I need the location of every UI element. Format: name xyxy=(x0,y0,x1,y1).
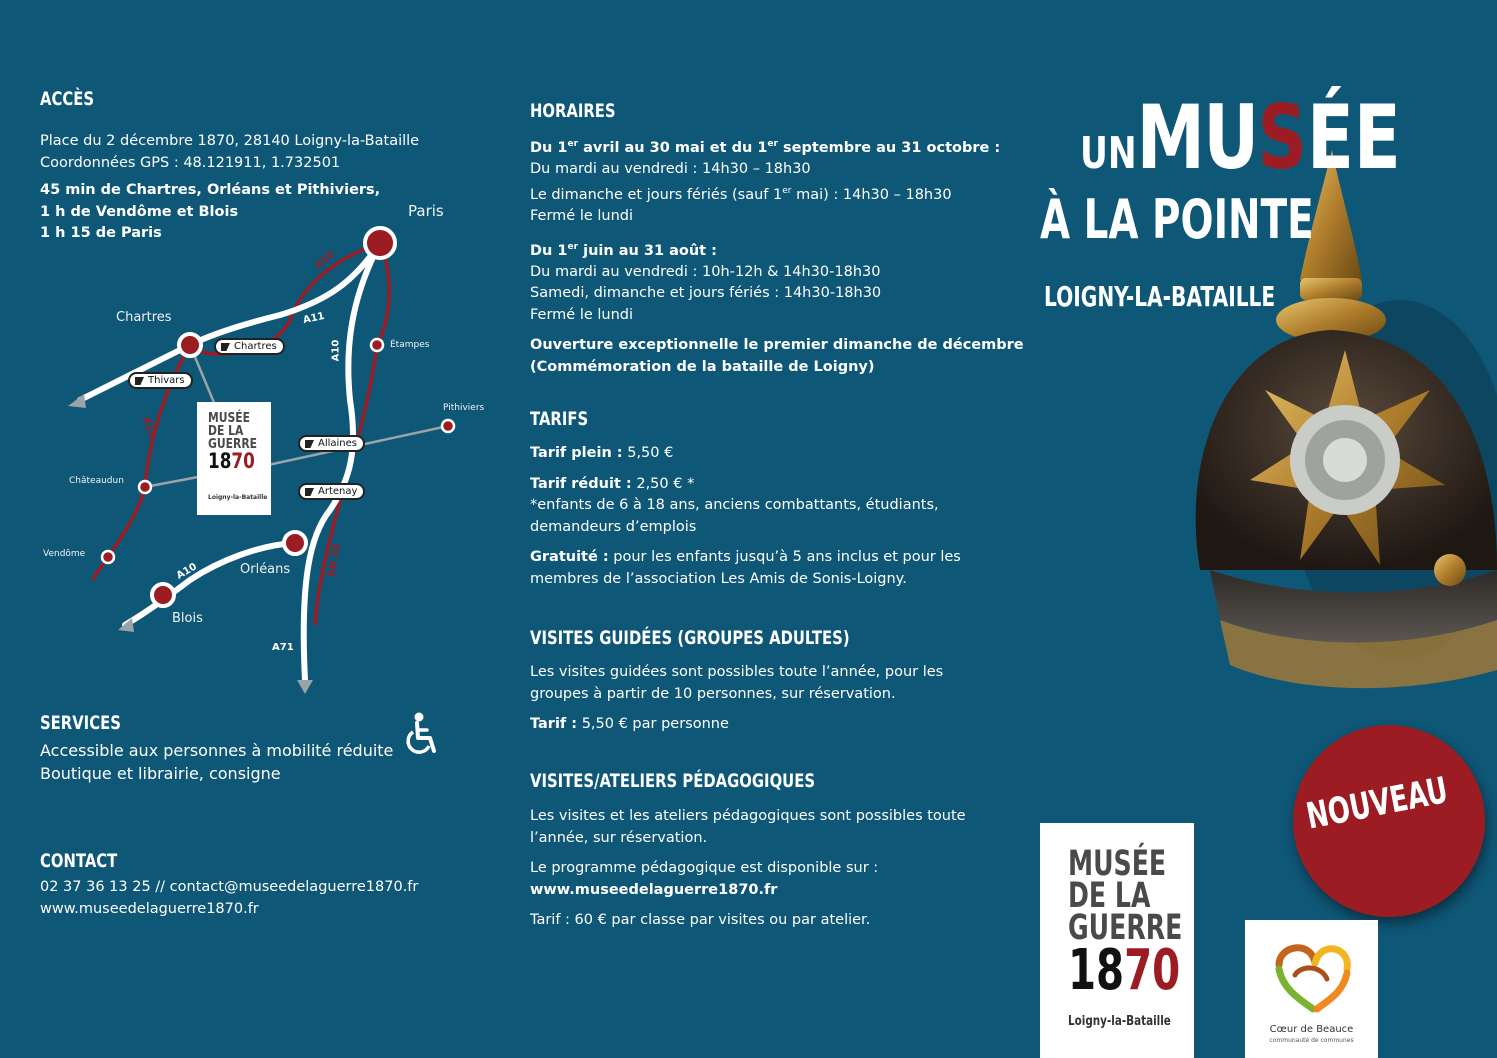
map-label-paris: Paris xyxy=(408,202,444,220)
town-tag-artenay: Artenay xyxy=(298,483,365,500)
arrow-south xyxy=(297,680,313,694)
acces-distance-2: 1 h de Vendôme et Blois xyxy=(40,203,239,220)
cover-title-mu: MU xyxy=(1136,86,1258,189)
coeur-de-beauce-heart-icon xyxy=(1271,935,1355,1015)
map-label-etampes: Étampes xyxy=(390,340,430,350)
map-logo-year-a: 18 xyxy=(208,449,232,473)
cover-logo-year-a: 18 xyxy=(1068,938,1125,1003)
horaires-period2-title: Du 1er juin au 31 août : xyxy=(530,241,717,259)
horaires-special-line1: Ouverture exceptionnelle le premier dimanche de décembre xyxy=(530,337,1024,354)
horaires-period1-line3: Fermé le lundi xyxy=(530,208,634,225)
cover-museum-logo xyxy=(1040,823,1194,1058)
access-map xyxy=(0,0,520,720)
cover-logo-sub: Loigny-la-Bataille xyxy=(1068,1014,1171,1029)
cover-logo-year-b: 70 xyxy=(1124,938,1181,1003)
visites-line2: groupes à partir de 10 personnes, sur réservation. xyxy=(530,685,896,702)
map-museum-logo xyxy=(197,402,271,515)
city-dot-etampes xyxy=(371,339,383,351)
horaires-special-line2: (Commémoration de la bataille de Loigny) xyxy=(530,358,875,375)
road-label-a11: A11 xyxy=(302,310,326,327)
tarif-reduit-line2: *enfants de 6 à 18 ans, anciens combattants, étudiants, xyxy=(530,497,939,513)
horaires-period1-line2: Le dimanche et jours fériés (sauf 1er mai) : 14h30 – 18h30 xyxy=(530,185,952,203)
visites-block xyxy=(530,662,943,736)
coeur-de-beauce-sub: communauté de communes xyxy=(1269,1037,1354,1044)
town-tag-chartres: Chartres xyxy=(214,338,285,355)
cover-title-line2: À LA POINTE xyxy=(1040,188,1314,251)
road-a10-blois xyxy=(125,543,295,625)
services-line-2: Boutique et librairie, consigne xyxy=(40,764,281,783)
road-label-a10-top: A10 xyxy=(312,249,337,272)
acces-gps: Coordonnées GPS : 48.121911, 1.732501 xyxy=(40,154,341,171)
visites-line1: Les visites guidées sont possibles toute l’année, pour les xyxy=(530,664,944,680)
horaires-heading: HORAIRES xyxy=(530,100,616,122)
map-logo-sub: Loigny-la-Bataille xyxy=(208,494,268,501)
map-logo-line3: GUERRE xyxy=(208,436,258,452)
road-label-a10-blois: A10 xyxy=(174,561,199,582)
city-dot-paris xyxy=(365,228,395,258)
coeur-de-beauce-name: Cœur de Beauce xyxy=(1269,1024,1354,1035)
horaires-block xyxy=(530,134,1024,378)
map-label-orleans: Orléans xyxy=(240,562,291,577)
city-dot-chartres xyxy=(179,334,201,356)
horaires-period2-line1: Du mardi au vendredi : 10h-12h & 14h30-18h30 xyxy=(530,263,881,280)
nouveau-badge-label: NOUVEAU xyxy=(1303,770,1452,838)
arrow-blois xyxy=(118,618,134,632)
cover-title-ee: ÉE xyxy=(1306,86,1401,189)
cover-logo-line3: GUERRE xyxy=(1068,908,1183,948)
cover-title-s: S xyxy=(1257,86,1307,189)
city-dot-vendome xyxy=(102,551,114,563)
city-dot-blois xyxy=(152,584,174,606)
ateliers-line2: l’année, sur réservation. xyxy=(530,829,708,846)
map-logo-line2: DE LA xyxy=(208,423,244,439)
map-logo-line1: MUSÉE xyxy=(208,410,251,426)
tarif-gratuite: Gratuité : pour les enfants jusqu’à 5 ans inclus et pour les xyxy=(530,549,961,565)
services-line-1: Accessible aux personnes à mobilité réduite xyxy=(40,741,394,760)
city-dot-orleans xyxy=(284,532,306,554)
visites-tarif: Tarif : 5,50 € par personne xyxy=(530,716,729,732)
coeur-de-beauce-logo xyxy=(1245,920,1378,1058)
cover-title-line3: LOIGNY-LA-BATAILLE xyxy=(1044,280,1276,313)
contact-heading: CONTACT xyxy=(40,850,118,872)
cover-title-un: UN xyxy=(1080,128,1137,179)
city-dot-pithiviers xyxy=(442,420,454,432)
nouveau-badge xyxy=(1293,725,1485,917)
ateliers-line3: Le programme pédagogique est disponible sur : xyxy=(530,860,879,876)
road-label-a10-mid: A10 xyxy=(330,339,342,362)
ateliers-tarif: Tarif : 60 € par classe par visites ou par atelier. xyxy=(530,912,871,928)
map-label-chartres: Chartres xyxy=(116,310,172,325)
cover-title-line1 xyxy=(1080,86,1401,189)
contact-line-1: 02 37 36 13 25 // contact@museedelaguerre1870.fr xyxy=(40,879,419,895)
road-label-a71: A71 xyxy=(272,642,294,653)
arrow-west xyxy=(68,394,86,408)
road-label-rn20: RN 20 xyxy=(326,543,344,578)
contact-block xyxy=(40,876,418,920)
city-dot-chateaudun xyxy=(139,481,151,493)
services-heading: SERVICES xyxy=(40,712,121,734)
cover-logo-line1: MUSÉE xyxy=(1068,844,1167,884)
acces-distance-1: 45 min de Chartres, Orléans et Pithiviers, xyxy=(40,182,381,198)
ateliers-block xyxy=(530,806,966,932)
tarif-plein: Tarif plein : 5,50 € xyxy=(530,445,674,461)
tarifs-heading: TARIFS xyxy=(530,408,589,430)
tarif-reduit-line3: demandeurs d’emplois xyxy=(530,518,697,535)
acces-address: Place du 2 décembre 1870, 28140 Loigny-la-Bataille xyxy=(40,133,420,149)
horaires-period2-line2: Samedi, dimanche et jours fériés : 14h30-18h30 xyxy=(530,285,882,302)
map-label-vendome: Vendôme xyxy=(43,549,86,559)
town-tag-thivars: Thivars xyxy=(128,372,193,389)
wheelchair-icon xyxy=(400,712,442,758)
map-label-pithiviers: Pithiviers xyxy=(443,403,485,413)
acces-heading: ACCÈS xyxy=(40,88,95,110)
horaires-period1-line1: Du mardi au vendredi : 14h30 – 18h30 xyxy=(530,161,811,178)
ateliers-url[interactable]: www.museedelaguerre1870.fr xyxy=(530,881,778,898)
services-block xyxy=(40,739,393,785)
visites-heading: VISITES GUIDÉES (GROUPES ADULTES) xyxy=(530,627,850,649)
ateliers-line1: Les visites et les ateliers pédagogiques sont possibles toute xyxy=(530,808,966,824)
ateliers-heading: VISITES/ATELIERS PÉDAGOGIQUES xyxy=(530,770,816,792)
town-tag-allaines: Allaines xyxy=(298,435,365,452)
horaires-period2-line3: Fermé le lundi xyxy=(530,306,634,323)
map-label-chateaudun: Châteaudun xyxy=(69,476,124,486)
map-logo-year-b: 70 xyxy=(231,449,255,473)
horaires-period1-title: Du 1er avril au 30 mai et du 1er septembre au 31 octobre : xyxy=(530,139,1001,156)
road-label-a10-left: A10 xyxy=(139,415,158,440)
tarif-reduit: Tarif réduit : 2,50 € * xyxy=(530,475,695,492)
cover-logo-line2: DE LA xyxy=(1068,876,1151,916)
tarifs-block xyxy=(530,443,961,590)
acces-distance-3: 1 h 15 de Paris xyxy=(40,225,162,241)
contact-website[interactable]: www.museedelaguerre1870.fr xyxy=(40,901,259,917)
tarif-gratuite-line2: membres de l’association Les Amis de Sonis-Loigny. xyxy=(530,570,907,587)
map-label-blois: Blois xyxy=(172,611,203,626)
